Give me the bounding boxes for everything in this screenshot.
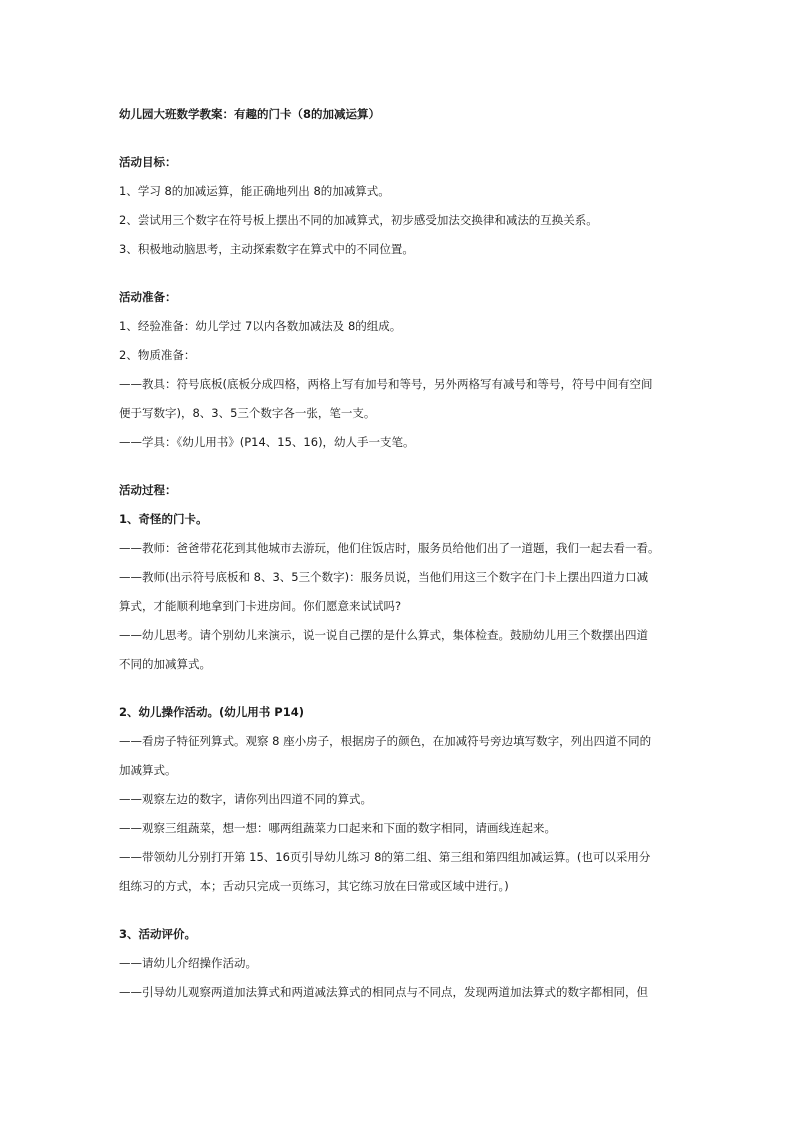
section2-line: 加减算式。 (119, 763, 177, 777)
section3-line: ——请幼儿介绍操作活动。 (119, 956, 257, 970)
section2-heading: 2、幼儿操作活动。(幼儿用书 P14) (119, 705, 304, 719)
prep-line: ——学具：《幼儿用书》(P14、15、16)，幼人手一支笔。 (119, 435, 415, 449)
prep-line: ——教具：符号底板(底板分成四格，两格上写有加号和等号，另外两格写有减号和等号，符号中间有空间 (119, 377, 653, 391)
section2-line: ——看房子特征列算式。观察 8 座小房子，根据房子的颜色，在加减符号旁边填写数字，列出四道不同的 (119, 734, 652, 748)
section1-line: 算式，才能顺利地拿到门卡进房间。你们愿意来试试吗? (119, 599, 402, 613)
section1-line: ——幼儿思考。请个别幼儿来演示，说一说自己摆的是什么算式，集体检查。鼓励幼儿用三个数摆出四道 (119, 628, 648, 642)
spacer (119, 457, 679, 476)
goal-item: 2、尝试用三个数字在符号板上摆出不同的加减算式，初步感受加法交换律和减法的互换关系。 (119, 213, 598, 227)
section2-line: ——观察左边的数字，请你列出四道不同的算式。 (119, 792, 372, 806)
section2-line: 组练习的方式，本；舌动只完成一页练习，其它练习放在曰常或区域中进行。) (119, 879, 509, 893)
spacer (119, 264, 679, 283)
section3-line: ——引导幼儿观察两道加法算式和两道减法算式的相同点与不同点，发现两道加法算式的数字都相同，但 (119, 985, 648, 999)
section1-line: ——教师(出示符号底板和 8、3、5三个数字)：服务员说，当他们用这三个数字在门卡上摆出四道力口减 (119, 570, 649, 584)
section2-line: ——观察三组蔬菜，想一想：哪两组蔬菜力口起来和下面的数字相同，请画线连起来。 (119, 821, 556, 835)
spacer (119, 679, 679, 698)
goal-item: 1、学习 8的加减运算，能正确地列出 8的加减算式。 (119, 184, 390, 198)
document-title: 幼儿园大班数学教案：有趣的门卡（8的加减运算） (119, 107, 380, 121)
process-heading: 活动过程： (119, 483, 177, 497)
document-body (119, 100, 679, 1007)
goal-item: 3、积极地动脑思考，主动探索数字在算式中的不同位置。 (119, 242, 414, 256)
section1-heading: 1、奇怪的门卡。 (119, 512, 208, 526)
spacer (119, 901, 679, 920)
section1-line: 不同的加减算式。 (119, 657, 211, 671)
goals-heading: 活动目标： (119, 155, 177, 169)
prep-heading: 活动准备： (119, 290, 177, 304)
spacer (119, 129, 679, 148)
section3-heading: 3、活动评价。 (119, 927, 197, 941)
section1-line: ——教师：爸爸带花花到其他城市去游玩，他们住饭店时，服务员给他们出了一道题，我们一起去看一看。 (119, 541, 660, 555)
prep-line: 便于写数字)，8、3、5三个数字各一张，笔一支。 (119, 406, 376, 420)
prep-line: 2、物质准备： (119, 348, 196, 362)
prep-line: 1、经验准备：幼儿学过 7以内各数加减法及 8的组成。 (119, 319, 402, 333)
section2-line: ——带领幼儿分别打开第 15、16页引导幼儿练习 8的第二组、第三组和第四组加减运算。(也可以采用分 (119, 850, 651, 864)
